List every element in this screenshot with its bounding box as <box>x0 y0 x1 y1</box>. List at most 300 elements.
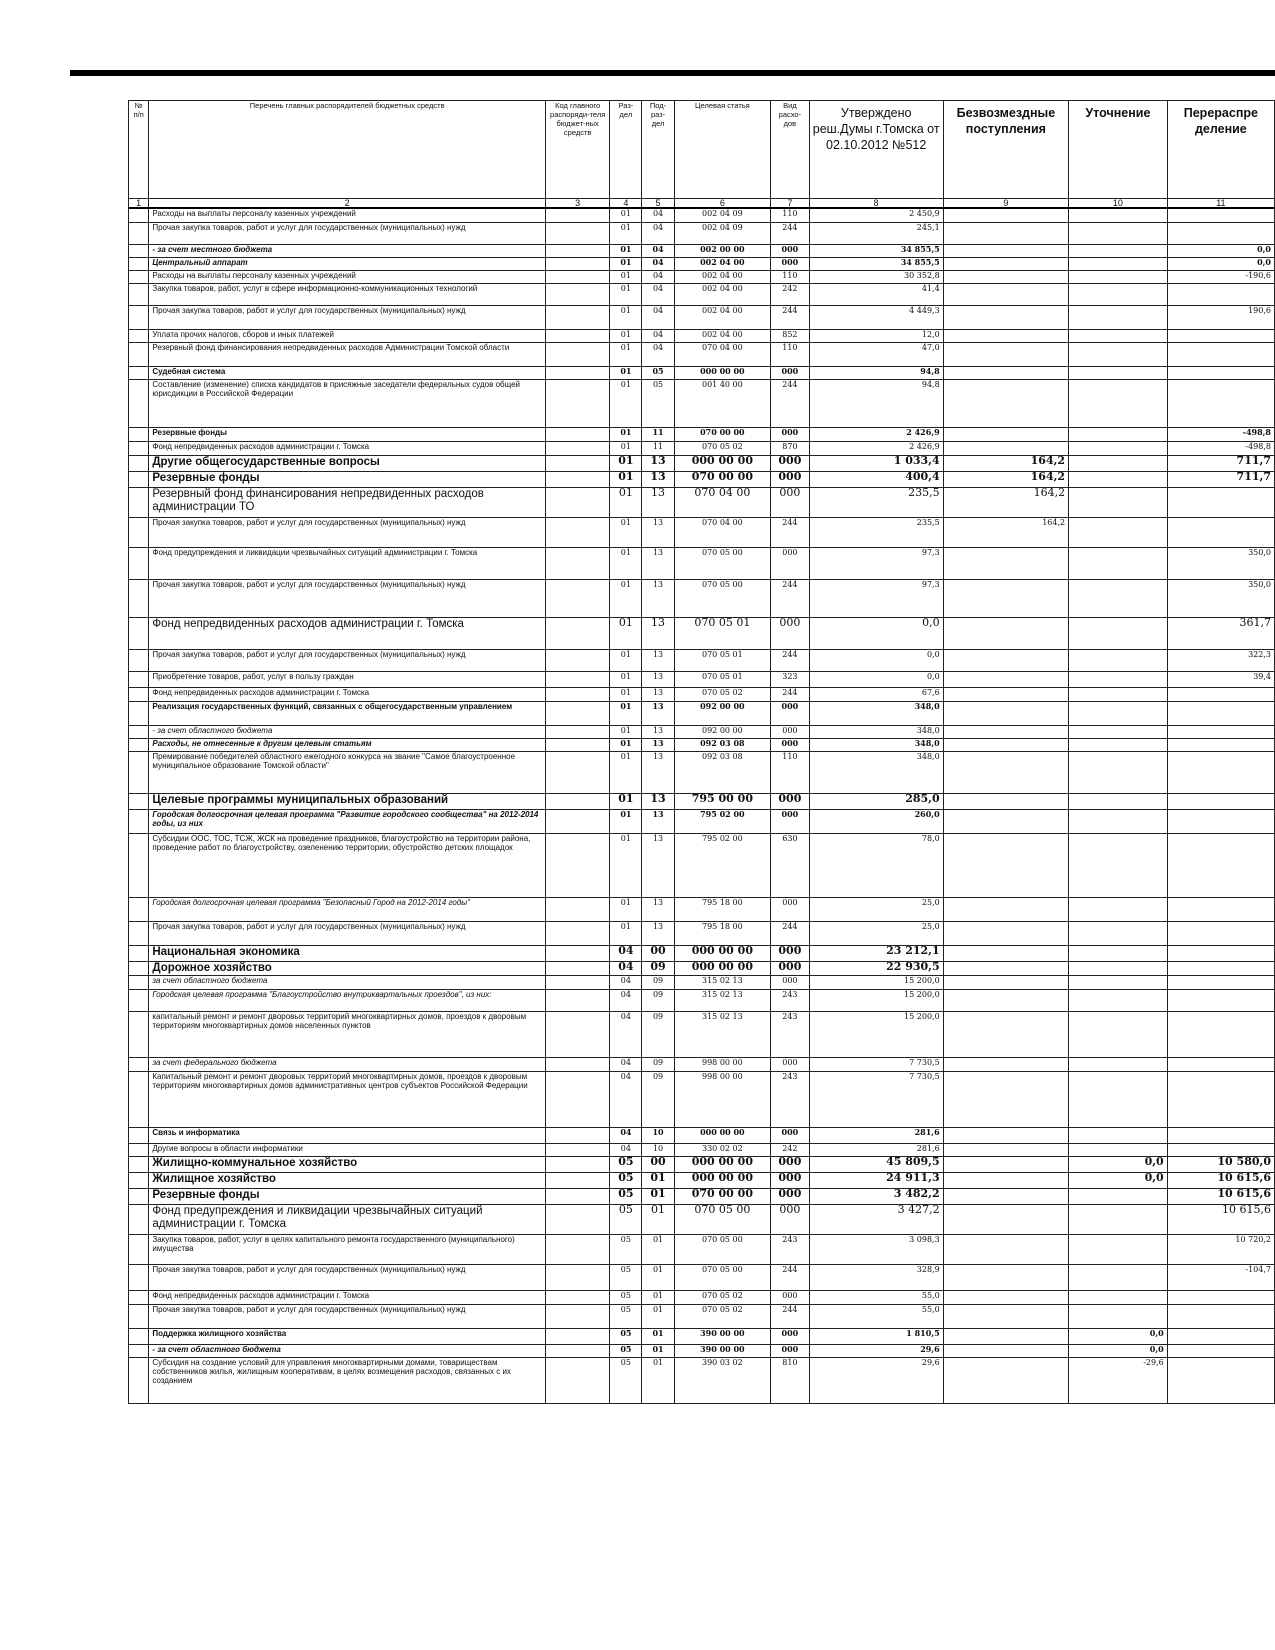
cell-utochnenie <box>1069 244 1168 257</box>
cell-kod <box>546 329 610 342</box>
cell-kod <box>546 1304 610 1328</box>
cell-utochnenie <box>1069 441 1168 455</box>
cell-name: Прочая закупка товаров, работ и услуг для государственных (муниципальных) нужд <box>149 921 546 945</box>
cell-utverzhdeno: 2 426,9 <box>809 441 943 455</box>
cell-num <box>129 1172 149 1188</box>
cell-num <box>129 222 149 244</box>
cell-podrazdel: 09 <box>642 1071 674 1127</box>
cell-pereraspredelenie: -190,6 <box>1167 270 1274 283</box>
cell-pereraspredelenie: 0,0 <box>1167 244 1274 257</box>
cell-celevaya: 070 04 00 <box>674 342 770 366</box>
header-pereraspr: Перераспре деление <box>1167 101 1274 199</box>
cell-name: Закупка товаров, работ, услуг в сфере информационно-коммуникационных технологий <box>149 283 546 305</box>
cell-podrazdel: 13 <box>642 738 674 751</box>
cell-bezvozmezdnye <box>943 1290 1068 1304</box>
cell-pereraspredelenie <box>1167 517 1274 547</box>
table-row <box>129 487 1275 517</box>
cell-utochnenie <box>1069 342 1168 366</box>
cell-razdel: 01 <box>610 342 642 366</box>
cell-podrazdel: 09 <box>642 1057 674 1071</box>
cell-num <box>129 1264 149 1290</box>
cell-vid: 243 <box>771 1071 810 1127</box>
cell-bezvozmezdnye <box>943 751 1068 793</box>
cell-razdel: 01 <box>610 897 642 921</box>
cell-celevaya: 092 03 08 <box>674 751 770 793</box>
cell-pereraspredelenie <box>1167 379 1274 427</box>
cell-kod <box>546 961 610 975</box>
cell-vid: 000 <box>771 725 810 738</box>
cell-podrazdel: 13 <box>642 649 674 671</box>
cell-razdel: 01 <box>610 687 642 701</box>
cell-podrazdel: 01 <box>642 1234 674 1264</box>
column-number-row <box>129 199 1275 209</box>
cell-utochnenie <box>1069 617 1168 649</box>
cell-num <box>129 427 149 441</box>
table-row <box>129 945 1275 961</box>
cell-celevaya: 000 00 00 <box>674 1156 770 1172</box>
cell-razdel: 01 <box>610 809 642 833</box>
cell-vid: 110 <box>771 342 810 366</box>
cell-utochnenie <box>1069 283 1168 305</box>
cell-utochnenie <box>1069 725 1168 738</box>
table-row <box>129 1156 1275 1172</box>
cell-pereraspredelenie: 361,7 <box>1167 617 1274 649</box>
cell-num <box>129 1357 149 1403</box>
cell-utochnenie <box>1069 961 1168 975</box>
cell-podrazdel: 01 <box>642 1264 674 1290</box>
cell-name: - за счет областного бюджета <box>149 1344 546 1357</box>
cell-bezvozmezdnye: 164,2 <box>943 487 1068 517</box>
cell-razdel: 01 <box>610 649 642 671</box>
cell-bezvozmezdnye <box>943 366 1068 379</box>
cell-celevaya: 315 02 13 <box>674 989 770 1011</box>
cell-utochnenie <box>1069 305 1168 329</box>
cell-name: Субсидия на создание условий для управления многоквартирными домами, товариществам собственников жилья, жилищным кооперативам, в целях возмещения расходов, связанных с их созданием <box>149 1357 546 1403</box>
table-row <box>129 701 1275 725</box>
cell-pereraspredelenie: 322,3 <box>1167 649 1274 671</box>
header-vid: Вид расхо-дов <box>771 101 810 199</box>
cell-vid: 000 <box>771 1344 810 1357</box>
cell-vid: 000 <box>771 547 810 579</box>
cell-celevaya: 315 02 13 <box>674 975 770 989</box>
table-row <box>129 1357 1275 1403</box>
cell-utochnenie <box>1069 751 1168 793</box>
cell-kod <box>546 921 610 945</box>
cell-pereraspredelenie <box>1167 208 1274 222</box>
cell-utochnenie <box>1069 270 1168 283</box>
cell-num <box>129 833 149 897</box>
cell-razdel: 01 <box>610 725 642 738</box>
cell-razdel: 05 <box>610 1204 642 1234</box>
cell-utochnenie <box>1069 208 1168 222</box>
cell-num <box>129 366 149 379</box>
cell-utochnenie <box>1069 487 1168 517</box>
cell-kod <box>546 833 610 897</box>
cell-name: Городская долгосрочная целевая программа "Безопасный Город на 2012-2014 годы" <box>149 897 546 921</box>
header-num: № п/п <box>129 101 149 199</box>
cell-razdel: 04 <box>610 1071 642 1127</box>
table-row <box>129 1188 1275 1204</box>
cell-num <box>129 487 149 517</box>
cell-name: - за счет местного бюджета <box>149 244 546 257</box>
cell-utochnenie <box>1069 1127 1168 1143</box>
cell-razdel: 01 <box>610 738 642 751</box>
cell-utochnenie <box>1069 455 1168 471</box>
cell-podrazdel: 13 <box>642 751 674 793</box>
cell-name: Резервные фонды <box>149 1188 546 1204</box>
header-name: Перечень главных распорядителей бюджетных средств <box>149 101 546 199</box>
cell-pereraspredelenie <box>1167 1357 1274 1403</box>
cell-utochnenie <box>1069 897 1168 921</box>
table-row <box>129 547 1275 579</box>
cell-bezvozmezdnye <box>943 989 1068 1011</box>
cell-razdel: 01 <box>610 257 642 270</box>
cell-name: Дорожное хозяйство <box>149 961 546 975</box>
cell-podrazdel: 13 <box>642 701 674 725</box>
cell-podrazdel: 01 <box>642 1304 674 1328</box>
cell-utverzhdeno: 3 098,3 <box>809 1234 943 1264</box>
cell-pereraspredelenie: 10 580,0 <box>1167 1156 1274 1172</box>
cell-kod <box>546 1143 610 1156</box>
cell-celevaya: 070 04 00 <box>674 517 770 547</box>
cell-num <box>129 1290 149 1304</box>
cell-razdel: 01 <box>610 244 642 257</box>
cell-bezvozmezdnye <box>943 270 1068 283</box>
cell-pereraspredelenie: 0,0 <box>1167 257 1274 270</box>
cell-utochnenie <box>1069 329 1168 342</box>
cell-vid: 244 <box>771 921 810 945</box>
table-row <box>129 222 1275 244</box>
cell-celevaya: 002 00 00 <box>674 244 770 257</box>
cell-num <box>129 701 149 725</box>
cell-utverzhdeno: 235,5 <box>809 487 943 517</box>
cell-utochnenie <box>1069 427 1168 441</box>
cell-utverzhdeno: 1 810,5 <box>809 1328 943 1344</box>
cell-celevaya: 000 00 00 <box>674 945 770 961</box>
cell-vid: 000 <box>771 1328 810 1344</box>
cell-pereraspredelenie: 10 615,6 <box>1167 1172 1274 1188</box>
cell-utochnenie <box>1069 257 1168 270</box>
cell-pereraspredelenie <box>1167 751 1274 793</box>
cell-razdel: 01 <box>610 208 642 222</box>
cell-razdel: 05 <box>610 1156 642 1172</box>
cell-name: Приобретение товаров, работ, услуг в пользу граждан <box>149 671 546 687</box>
cell-razdel: 01 <box>610 579 642 617</box>
cell-bezvozmezdnye <box>943 208 1068 222</box>
table-row <box>129 751 1275 793</box>
cell-utochnenie <box>1069 1011 1168 1057</box>
cell-bezvozmezdnye <box>943 649 1068 671</box>
cell-vid: 630 <box>771 833 810 897</box>
cell-utochnenie <box>1069 1234 1168 1264</box>
cell-vid: 000 <box>771 1127 810 1143</box>
cell-utverzhdeno: 281,6 <box>809 1143 943 1156</box>
cell-utverzhdeno: 348,0 <box>809 701 943 725</box>
cell-bezvozmezdnye <box>943 305 1068 329</box>
cell-utverzhdeno: 0,0 <box>809 617 943 649</box>
cell-podrazdel: 04 <box>642 222 674 244</box>
cell-vid: 244 <box>771 687 810 701</box>
cell-num <box>129 1011 149 1057</box>
cell-num <box>129 579 149 617</box>
cell-podrazdel: 13 <box>642 487 674 517</box>
cell-pereraspredelenie <box>1167 921 1274 945</box>
cell-kod <box>546 725 610 738</box>
cell-num <box>129 1344 149 1357</box>
cell-name: Прочая закупка товаров, работ и услуг для государственных (муниципальных) нужд <box>149 517 546 547</box>
cell-kod <box>546 270 610 283</box>
cell-bezvozmezdnye <box>943 1304 1068 1328</box>
cell-razdel: 01 <box>610 427 642 441</box>
cell-kod <box>546 809 610 833</box>
table-row <box>129 455 1275 471</box>
cell-vid: 244 <box>771 305 810 329</box>
cell-razdel: 01 <box>610 455 642 471</box>
cell-celevaya: 070 04 00 <box>674 487 770 517</box>
cell-num <box>129 961 149 975</box>
cell-kod <box>546 487 610 517</box>
table-row <box>129 1328 1275 1344</box>
cell-utverzhdeno: 34 855,5 <box>809 244 943 257</box>
colnum: 9 <box>943 199 1068 209</box>
cell-podrazdel: 09 <box>642 975 674 989</box>
cell-razdel: 05 <box>610 1264 642 1290</box>
cell-razdel: 04 <box>610 1143 642 1156</box>
cell-razdel: 04 <box>610 989 642 1011</box>
cell-name: Фонд предупреждения и ликвидации чрезвычайных ситуаций администрации г. Томска <box>149 547 546 579</box>
cell-utochnenie <box>1069 517 1168 547</box>
cell-utverzhdeno: 94,8 <box>809 379 943 427</box>
cell-celevaya: 002 04 00 <box>674 257 770 270</box>
cell-bezvozmezdnye <box>943 342 1068 366</box>
table-row <box>129 517 1275 547</box>
table-row <box>129 725 1275 738</box>
cell-razdel: 01 <box>610 517 642 547</box>
cell-vid: 243 <box>771 1234 810 1264</box>
cell-name: Резервные фонды <box>149 427 546 441</box>
table-row <box>129 1143 1275 1156</box>
cell-razdel: 01 <box>610 671 642 687</box>
cell-name: Расходы на выплаты персоналу казенных учреждений <box>149 208 546 222</box>
header-kod: Код главного распоряди-теля бюджет-ных средств <box>546 101 610 199</box>
cell-kod <box>546 1328 610 1344</box>
table-row <box>129 1071 1275 1127</box>
cell-vid: 244 <box>771 579 810 617</box>
cell-podrazdel: 13 <box>642 809 674 833</box>
cell-celevaya: 998 00 00 <box>674 1071 770 1127</box>
cell-num <box>129 751 149 793</box>
header-row <box>129 101 1275 199</box>
cell-kod <box>546 1156 610 1172</box>
cell-utochnenie <box>1069 945 1168 961</box>
cell-vid: 000 <box>771 471 810 487</box>
cell-celevaya: 795 00 00 <box>674 793 770 809</box>
cell-vid: 243 <box>771 989 810 1011</box>
cell-vid: 870 <box>771 441 810 455</box>
table-row <box>129 793 1275 809</box>
cell-num <box>129 897 149 921</box>
cell-kod <box>546 751 610 793</box>
cell-vid: 244 <box>771 1264 810 1290</box>
cell-num <box>129 471 149 487</box>
cell-vid: 110 <box>771 751 810 793</box>
cell-vid: 000 <box>771 1172 810 1188</box>
cell-razdel: 01 <box>610 751 642 793</box>
cell-name: Прочая закупка товаров, работ и услуг для государственных (муниципальных) нужд <box>149 579 546 617</box>
cell-podrazdel: 13 <box>642 617 674 649</box>
cell-kod <box>546 945 610 961</box>
cell-utochnenie: -29,6 <box>1069 1357 1168 1403</box>
cell-kod <box>546 471 610 487</box>
cell-bezvozmezdnye <box>943 379 1068 427</box>
cell-name: Расходы на выплаты персоналу казенных учреждений <box>149 270 546 283</box>
cell-num <box>129 793 149 809</box>
cell-bezvozmezdnye <box>943 809 1068 833</box>
cell-podrazdel: 00 <box>642 945 674 961</box>
cell-kod <box>546 379 610 427</box>
budget-table <box>128 100 1275 1404</box>
cell-bezvozmezdnye <box>943 441 1068 455</box>
cell-podrazdel: 09 <box>642 961 674 975</box>
cell-bezvozmezdnye <box>943 1172 1068 1188</box>
cell-pereraspredelenie: 350,0 <box>1167 547 1274 579</box>
cell-bezvozmezdnye <box>943 547 1068 579</box>
table-row <box>129 961 1275 975</box>
cell-num <box>129 342 149 366</box>
cell-pereraspredelenie <box>1167 342 1274 366</box>
cell-razdel: 04 <box>610 1011 642 1057</box>
cell-utochnenie <box>1069 1071 1168 1127</box>
cell-bezvozmezdnye <box>943 687 1068 701</box>
cell-num <box>129 455 149 471</box>
cell-podrazdel: 11 <box>642 441 674 455</box>
cell-kod <box>546 342 610 366</box>
cell-bezvozmezdnye <box>943 244 1068 257</box>
cell-kod <box>546 793 610 809</box>
cell-num <box>129 687 149 701</box>
cell-name: Премирование победителей областного ежегодного конкурса на звание "Самое благоустроенное муниципальное образование Томской области" <box>149 751 546 793</box>
cell-celevaya: 070 05 01 <box>674 649 770 671</box>
cell-kod <box>546 897 610 921</box>
cell-kod <box>546 1011 610 1057</box>
cell-celevaya: 070 00 00 <box>674 427 770 441</box>
cell-celevaya: 000 00 00 <box>674 455 770 471</box>
cell-celevaya: 070 05 00 <box>674 1234 770 1264</box>
cell-vid: 000 <box>771 793 810 809</box>
cell-name: Фонд непредвиденных расходов администрации г. Томска <box>149 687 546 701</box>
cell-kod <box>546 1204 610 1234</box>
cell-podrazdel: 00 <box>642 1156 674 1172</box>
cell-vid: 242 <box>771 1143 810 1156</box>
cell-vid: 243 <box>771 1011 810 1057</box>
header-podrazdel: Под-раз-дел <box>642 101 674 199</box>
cell-kod <box>546 989 610 1011</box>
cell-utverzhdeno: 30 352,8 <box>809 270 943 283</box>
cell-celevaya: 070 05 02 <box>674 687 770 701</box>
cell-utverzhdeno: 7 730,5 <box>809 1071 943 1127</box>
cell-podrazdel: 04 <box>642 270 674 283</box>
cell-vid: 000 <box>771 975 810 989</box>
table-row <box>129 1172 1275 1188</box>
cell-utochnenie <box>1069 649 1168 671</box>
cell-bezvozmezdnye <box>943 671 1068 687</box>
cell-razdel: 01 <box>610 793 642 809</box>
cell-utochnenie <box>1069 671 1168 687</box>
cell-podrazdel: 01 <box>642 1290 674 1304</box>
cell-vid: 000 <box>771 1188 810 1204</box>
cell-bezvozmezdnye <box>943 427 1068 441</box>
table-row <box>129 270 1275 283</box>
cell-utochnenie <box>1069 547 1168 579</box>
cell-utverzhdeno: 47,0 <box>809 342 943 366</box>
cell-name: Судебная система <box>149 366 546 379</box>
cell-kod <box>546 738 610 751</box>
cell-pereraspredelenie: 711,7 <box>1167 471 1274 487</box>
cell-bezvozmezdnye: 164,2 <box>943 471 1068 487</box>
cell-pereraspredelenie: 10 615,6 <box>1167 1204 1274 1234</box>
colnum: 5 <box>642 199 674 209</box>
cell-utochnenie <box>1069 1143 1168 1156</box>
cell-utverzhdeno: 7 730,5 <box>809 1057 943 1071</box>
cell-num <box>129 738 149 751</box>
cell-pereraspredelenie <box>1167 1344 1274 1357</box>
cell-utverzhdeno: 3 482,2 <box>809 1188 943 1204</box>
cell-vid: 244 <box>771 1304 810 1328</box>
cell-name: Фонд предупреждения и ликвидации чрезвычайных ситуаций администрации г. Томска <box>149 1204 546 1234</box>
cell-name: Расходы, не отнесенные к другим целевым статьям <box>149 738 546 751</box>
cell-podrazdel: 04 <box>642 329 674 342</box>
table-row <box>129 244 1275 257</box>
cell-kod <box>546 1057 610 1071</box>
cell-utverzhdeno: 1 033,4 <box>809 455 943 471</box>
cell-name: Жилищное хозяйство <box>149 1172 546 1188</box>
cell-vid: 000 <box>771 617 810 649</box>
table-row <box>129 1204 1275 1234</box>
cell-podrazdel: 04 <box>642 342 674 366</box>
table-row <box>129 738 1275 751</box>
cell-vid: 242 <box>771 283 810 305</box>
cell-podrazdel: 05 <box>642 379 674 427</box>
cell-podrazdel: 13 <box>642 897 674 921</box>
table-row <box>129 579 1275 617</box>
cell-vid: 810 <box>771 1357 810 1403</box>
cell-pereraspredelenie: 350,0 <box>1167 579 1274 617</box>
cell-vid: 000 <box>771 738 810 751</box>
cell-podrazdel: 13 <box>642 725 674 738</box>
cell-celevaya: 070 05 00 <box>674 547 770 579</box>
header-bezv: Безвозмездные поступления <box>943 101 1068 199</box>
cell-vid: 000 <box>771 961 810 975</box>
cell-razdel: 01 <box>610 222 642 244</box>
cell-kod <box>546 441 610 455</box>
cell-kod <box>546 1127 610 1143</box>
cell-celevaya: 001 40 00 <box>674 379 770 427</box>
cell-pereraspredelenie <box>1167 487 1274 517</box>
cell-utochnenie <box>1069 989 1168 1011</box>
cell-podrazdel: 01 <box>642 1204 674 1234</box>
cell-celevaya: 002 04 00 <box>674 283 770 305</box>
cell-num <box>129 671 149 687</box>
cell-celevaya: 070 05 00 <box>674 579 770 617</box>
cell-vid: 000 <box>771 1057 810 1071</box>
table-row <box>129 1290 1275 1304</box>
colnum: 2 <box>149 199 546 209</box>
table-row <box>129 989 1275 1011</box>
cell-kod <box>546 1172 610 1188</box>
cell-name: Национальная экономика <box>149 945 546 961</box>
cell-vid: 000 <box>771 809 810 833</box>
cell-podrazdel: 01 <box>642 1328 674 1344</box>
